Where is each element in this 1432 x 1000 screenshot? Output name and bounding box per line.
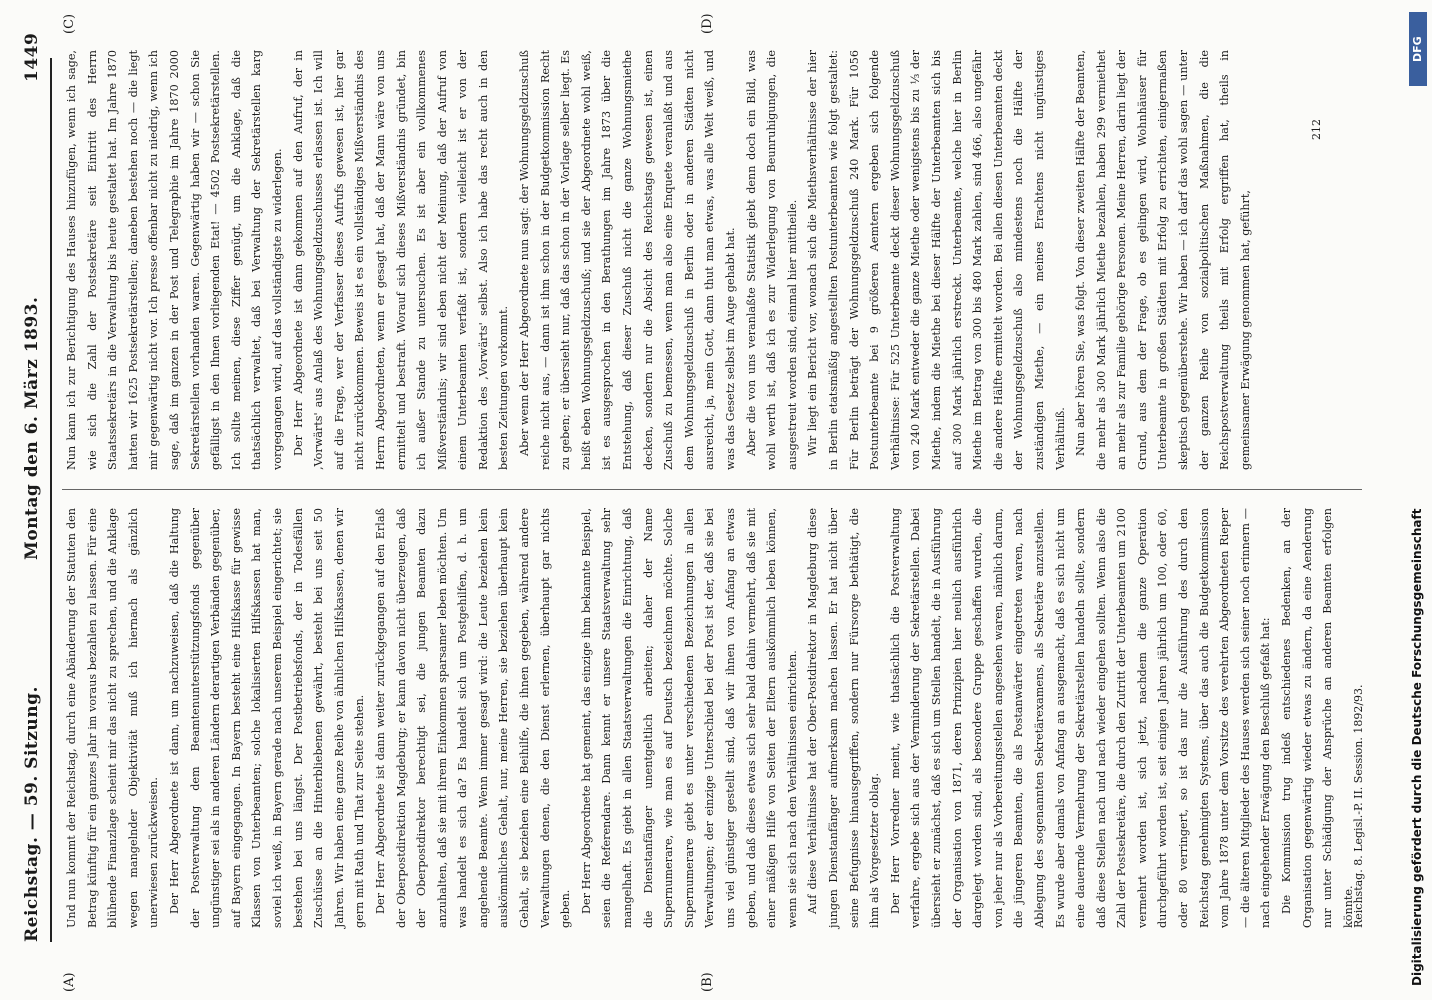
paragraph: Der Herr Abgeordnete ist dann gekommen auf den Aufruf, der in ‚Vorwärts' aus Anlaß des Wohnungsgeldzuschusses erlassen ist. Ich will auf die Frage, wer der Verfasser dieses Aufrufs gewesen ist, hier gar nicht zurückkommen. Beweis ist es ein vollständiges Mißverständnis des Herrn Abgeordneten, wenn er gesagt hat, daß der Mann wäre von uns ermittelt und bestraft. Worauf sich dieses Mißverständnis gründet, bin ich außer Stande zu untersuchen. Es ist aber ein vollkommenes Mißverständnis; wir sind eben nicht der Meinung, daß der Aufruf von einem Unterbeamten verfaßt ist, sondern vielleicht ist er von der Redaktion des ‚Vorwärts' selbst. Also ich habe das recht auch in den besten Zeitungen vorkommt. bbox=[291, 50, 511, 470]
paragraph: Aber die von uns veranlaßte Statistik giebt denn doch ein Bild, was wohl werth ist, daß ich es zur Widerlegung von Beunruhigungen, die ausgestreut worden sind, einmal hier mittheile. bbox=[744, 50, 799, 470]
signature-mark: 212 bbox=[1310, 119, 1323, 140]
column-divider bbox=[62, 489, 1362, 490]
margin-mark-c: (C) bbox=[62, 13, 77, 34]
paragraph: Und nun kommt der Reichstag, durch eine Abänderung der Statuten den Betrag künftig für ein ganzes Jahr im voraus bezahlen zu lassen. Für eine blühende Finanzlage scheint mir das nicht zu sprechen, und die Anklage wegen mangelnder Objektivität muß ich hiernach als gänzlich unerwiesen zurückweisen. bbox=[65, 508, 161, 928]
paragraph: Aber wenn der Herr Abgeordnete nun sagt: der Wohnungsgeldzuschuß reiche nicht aus, — dann ist ihm schon in der Budgetkommission Recht zu geben; er übersieht nur, daß das schon in der Vorlage selber liegt. Es heißt eben Wohnungsgeldzuschuß; und sie der Abgeordnete wohl weiß, ist es ausgesprochen in den Berathungen im Jahre 1873 über die Entstehung, daß dieser Zuschuß nicht die ganze Wohnungsmiethe decken, sondern nur die Absicht des Reichstags gewesen ist, einen Zuschuß zu bemessen, wenn man also eine Enquete veranlaßt und aus dem Wohnungsgeldzuschuß in Berlin oder in anderen Städten nicht ausreicht, ja, mein Gott, dann thut man etwas, was alle Welt weiß, und was das Gesetz selbst im Auge gehabt hat. bbox=[518, 50, 737, 470]
digitization-credit bbox=[1408, 96, 1428, 986]
paragraph: Die Kommission trug indeß entschiedenes Bedenken, an der Organisation gegenwärtig wieder etwas zu ändern, da eine Aenderung nur unter Schädigung der Ansprüche an anderen Beamten erfolgen könnte. bbox=[1280, 508, 1355, 928]
paragraph: Nun aber hören Sie, was folgt. Von dieser zweiten Hälfte der Beamten, die mehr als 300 Mark jährlich Miethe bezahlen, haben 299 vermiethet an mehr als zur Familie gehörige Personen. Meine Herren, darin liegt der Grund, aus dem der Frage, ob es gelingen wird, Wohnhäuser für Unterbeamte in großen Städten mit Erfolg zu errichten, einigermaßen skeptisch gegenüberstehe. Wir haben — ich darf das wohl sagen — unter der ganzen Reihe von sozialpolitischen Maßnahmen, die die Reichspostverwaltung theils mit Erfolg ergriffen hat, theils in gemeinsamer Erwägung genommen hat, geführt, bbox=[1074, 50, 1252, 470]
text-column-right bbox=[62, 50, 1352, 470]
paragraph: Der Herr Abgeordnete ist dann weiter zurückgegangen auf den Erlaß der Oberpostdirektion Magdeburg; er kann davon nicht überzeugen, daß der Oberpostdirektor berechtigt sei, die jungen Beamten dazu anzuhalten, daß sie mit ihrem Einkommen sparsamer leben möchten. Um was handelt es sich da? Es handelt sich um Postgehilfen, d. h. um angehende Beamte. Wenn immer gesagt wird: die Leute beziehen kein auskömmliches Gehalt, nur, meine Herren, sie beziehen überhaupt kein Gehalt, sie beziehen eine Beihilfe, die ihnen gegeben, während andere Verwaltungen denen, die den Dienst erlernen, überhaupt gar nichts geben. bbox=[373, 508, 573, 928]
margin-mark-b: (B) bbox=[700, 972, 715, 992]
footer-session-note: Reichstag. 8. Legisl.-P. II. Session. 1892/93. bbox=[1352, 684, 1365, 928]
digitization-credit-text: Digitalisierung gefördert durch die Deutsche Forschungsgemeinschaft bbox=[1410, 508, 1424, 986]
margin-mark-d: (D) bbox=[700, 13, 715, 34]
paragraph: Der Herr Abgeordnete hat gemeint, das einzige ihm bekannte Beispiel, seien die Referendare. Dann kennt er unsere Staatsverwaltung sehr mangelhaft. Es giebt in allen Staatsverwaltungen die Einrichtung, daß die Dienstanfänger unentgeltlich arbeiten; daher der Name Supernumerare, wie man es auf Deutsch bezeichnen möchte. Solche Supernumerare giebt es unter verschiedenen Bezeichnungen in allen Verwaltungen; der einzige Unterschied bei der Post ist der, daß sie bei uns viel günstiger gestellt sind, daß wir ihnen von Anfang an etwas geben, und daß dieses etwas sich sehr bald dahin vermehrt, daß sie mit einer mäßigen Hilfe von Seiten der Eltern auskömmlich leben können, wenn sie sich nach den Verhältnissen einrichten. bbox=[579, 508, 799, 928]
paragraph: Nun kann ich zur Berichtigung des Hauses hinzufügen, wenn ich sage, wie sich die Zahl der Postsekretäre seit Eintritt des Herrn Staatssekretärs in die Verwaltung bis heute gestaltet hat. Im Jahre 1870 hatten wir 1625 Postsekretärstellen; daneben bestehen noch — die liegt mir gegenwärtig nicht vor. Ich presse offenbar nicht zu niedrig, wenn ich sage, daß im ganzen in der Post und Telegraphie im Jahre 1870 2000 Sekretärstellen vorhanden waren. Gegenwärtig haben wir — schon Sie gefälligst in den Ihnen vorliegenden Etat! — 4502 Postsekretärstellen. Ich sollte meinen, diese Ziffer genügt, um die Anklage, daß die thatsächlich verwaltet, daß bei Verwaltung der Sekretärstellen karg vorgegangen wird, auf das vollständigste zu widerlegen. bbox=[65, 50, 284, 470]
page-number: 1449 bbox=[22, 32, 42, 82]
margin-mark-a: (A) bbox=[62, 972, 77, 992]
paragraph: Der Herr Abgeordnete ist dann, um nachzuweisen, daß die Haltung der Postverwaltung dem Beamtenunterstützungsfonds gegenüber ungünstiger sei als in anderen Ländern derartigen Verbänden gegenüber, auf Bayern eingegangen. In Bayern besteht eine Hilfskasse für gewisse Klassen von Unterbeamten; solche lokalisierten Hilfskassen hat man, soviel ich weiß, in Bayern gerade nach unserem Beispiel eingerichtet; sie bestehen bei uns längst. Der Postbetriebsfonds, der in Todesfällen Zuschüsse an die Hinterbliebenen gewährt, besteht bei uns seit 50 Jahren. Wir haben eine ganze Reihe von ähnlichen Hilfskassen, denen wir gern mit Rath und That zur Seite stehen. bbox=[167, 508, 367, 928]
running-header-date: Montag den 6. März 1893. bbox=[22, 296, 42, 560]
header-rule bbox=[50, 58, 52, 942]
paragraph: Der Herr Vorredner meint, wie thatsächlich die Postverwaltung verfahre, ergebe sich aus der Verminderung der Sekretärstellen. Dabei übersieht er zunächst, daß es sich um Stellen handelt, die in Ausführung der Organisation von 1871, deren Prinzipien hier neulich ausführlich dargelegt worden sind, als besondere Gruppe geschaffen wurden, die von jeher nur als Vorbereitungsstellen angesehen waren, nämlich darum, die jüngeren Beamten, die als Postanwärter eingetreten waren, nach Ablegung des sogenannten Sekretärexamens, als Sekretäre anzustellen. Es wurde aber damals von Anfang an ausgemacht, daß es sich nicht um eine dauernde Vermehrung der Sekretärstellen handeln sollte, sondern daß diese Stellen nach und nach wieder eingehen sollten. Wenn also die Zahl der Postsekretäre, die durch den Zutritt der Unterbeamten um 2100 vermehrt worden ist, sich jetzt, nachdem die ganze Operation durchgeführt worden ist, seit einigen Jahren jährlich um 100, oder 60, oder 80 verringert, so ist das nur die Ausführung des durch den Reichstag genehmigten Systems, über das auch die Budgetkommission vom Jahre 1878 unter dem Vorsitze des verehrten Abgeordneten Rieper — die älteren Mitglieder des Hauses werden sich seiner noch erinnern — nach eingehender Erwägung den Beschluß gefaßt hat: bbox=[888, 508, 1273, 928]
dfg-logo: DFG bbox=[1409, 12, 1427, 86]
paragraph: Auf diese Verhältnisse hat der Ober-Postdirektor in Magdeburg diese jungen Dienstanfänger aufmerksam machen lassen. Er hat nicht über seine Befugnisse hinausgegriffen, sondern nur Fürsorge bethätigt, die ihm als Vorgesetzter oblag. bbox=[806, 508, 882, 928]
paragraph: Wir liegt ein Bericht vor, wonach sich die Miethsverhältnisse der hier in Berlin etatsmäßig angestellten Postunterbeamten wie folgt gestaltet: Für Berlin beträgt der Wohnungsgeldzuschuß 240 Mark. Für 1056 Postunterbeamte bei 9 größeren Aemtern ergeben sich folgende Verhältnisse: Für 525 Unterbeamte deckt dieser Wohnungsgeldzuschuß von 240 Mark entweder die ganze Miethe oder wenigstens bis zu ⅓ der Miethe, indem die Miethe bei dieser Hälfte der Unterbeamten sich bis auf 300 Mark jährlich erstreckt. Unterbeamte, welche hier in Berlin Miethe im Betrag von 300 bis 480 Mark zahlen, sind 466, also ungefähr die andere Hälfte ermittelt worden. Bei allen diesen Unterbeamten deckt der Wohnungsgeldzuschuß also mindestens noch die Hälfte der zuständigen Miethe, — ein meines Erachtens nicht ungünstiges Verhältniß. bbox=[806, 50, 1067, 470]
text-column-left bbox=[62, 508, 1355, 928]
running-header-left: Reichstag. — 59. Sitzung. bbox=[22, 686, 42, 942]
